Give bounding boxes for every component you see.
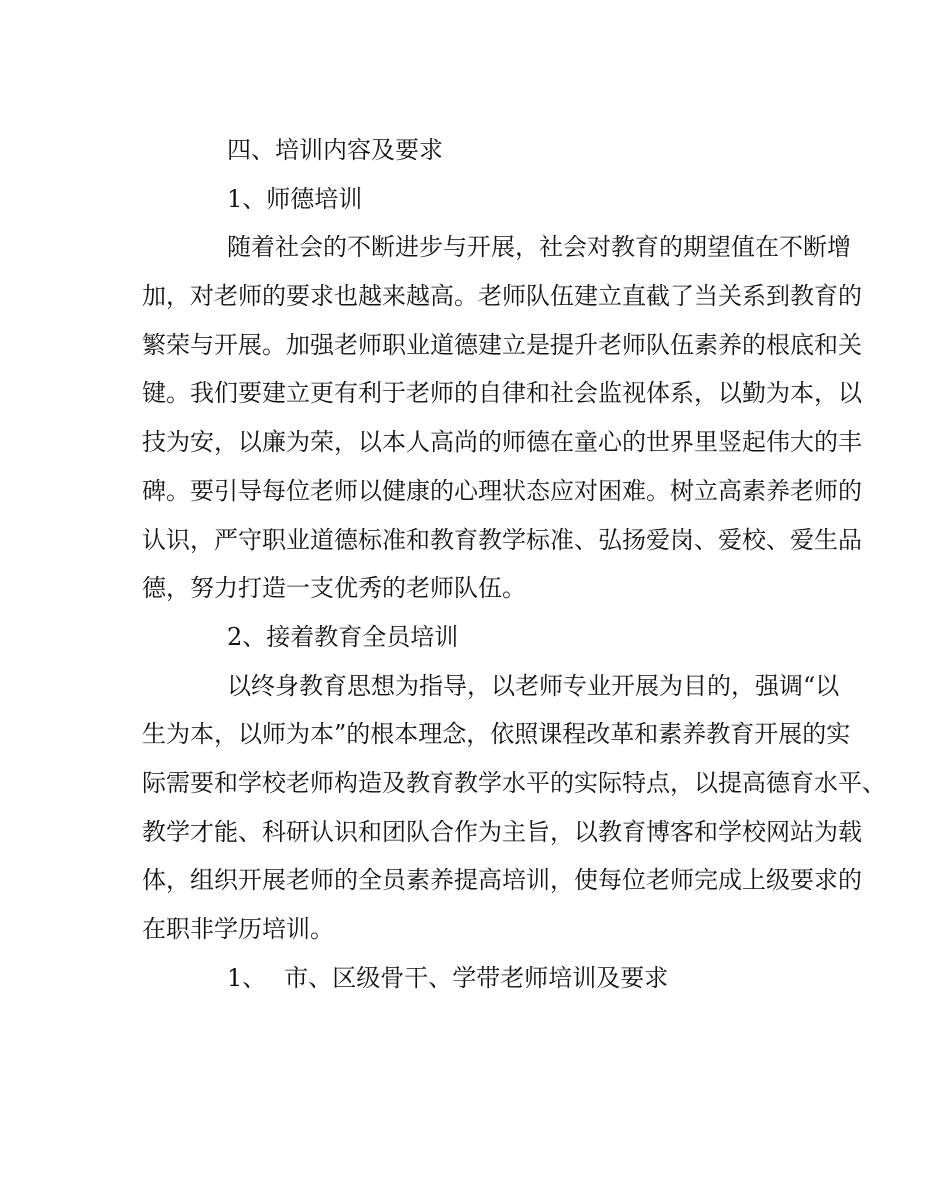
paragraph-line: 际需要和学校老师构造及教育教学水平的实际特点，以提高德育水平、 <box>142 768 886 797</box>
item3-number: 1、 <box>227 963 267 992</box>
item1-title: 1、师德培训 <box>227 184 363 213</box>
item3-title: 市、区级骨干、学带老师培训及要求 <box>284 963 669 992</box>
paragraph-line: 在职非学历培训。 <box>142 915 334 943</box>
paragraph-line: 德，努力打造一支优秀的老师队伍。 <box>142 574 526 603</box>
paragraph-line: 技为安，以廉为荣，以本人高尚的师德在童心的世界里竖起伟大的丰 <box>142 428 862 457</box>
paragraph-line: 以终身教育思想为指导，以老师专业开展为目的，强调“以 <box>227 671 840 700</box>
paragraph-line: 键。我们要建立更有利于老师的自律和社会监视体系，以勤为本，以 <box>142 379 862 408</box>
paragraph-line: 加，对老师的要求也越来越高。老师队伍建立直截了当关系到教育的 <box>142 282 862 311</box>
paragraph-line: 认识，严守职业道德标准和教育教学标准、弘扬爱岗、爱校、爱生品 <box>142 525 862 554</box>
paragraph-line: 体，组织开展老师的全员素养提高培训，使每位老师完成上级要求的 <box>142 866 862 895</box>
item3-heading <box>142 954 812 1003</box>
paragraph-line: 教学才能、科研认识和团队合作为主旨，以教育博客和学校网站为载 <box>142 817 862 846</box>
item2-title: 2、接着教育全员培训 <box>227 622 459 651</box>
paragraph-line: 繁荣与开展。加强老师职业道德建立是提升老师队伍素养的根底和关 <box>142 330 862 359</box>
paragraph-line: 生为本，以师为本”的根本理念，依照课程改革和素养教育开展的实 <box>142 720 851 749</box>
section-heading: 四、培训内容及要求 <box>227 136 443 164</box>
paragraph-line: 碑。要引导每位老师以健康的心理状态应对困难。树立高素养老师的 <box>142 476 862 505</box>
paragraph-line: 随着社会的不断进步与开展，社会对教育的期望值在不断增 <box>227 233 851 262</box>
document-body <box>142 126 886 1002</box>
